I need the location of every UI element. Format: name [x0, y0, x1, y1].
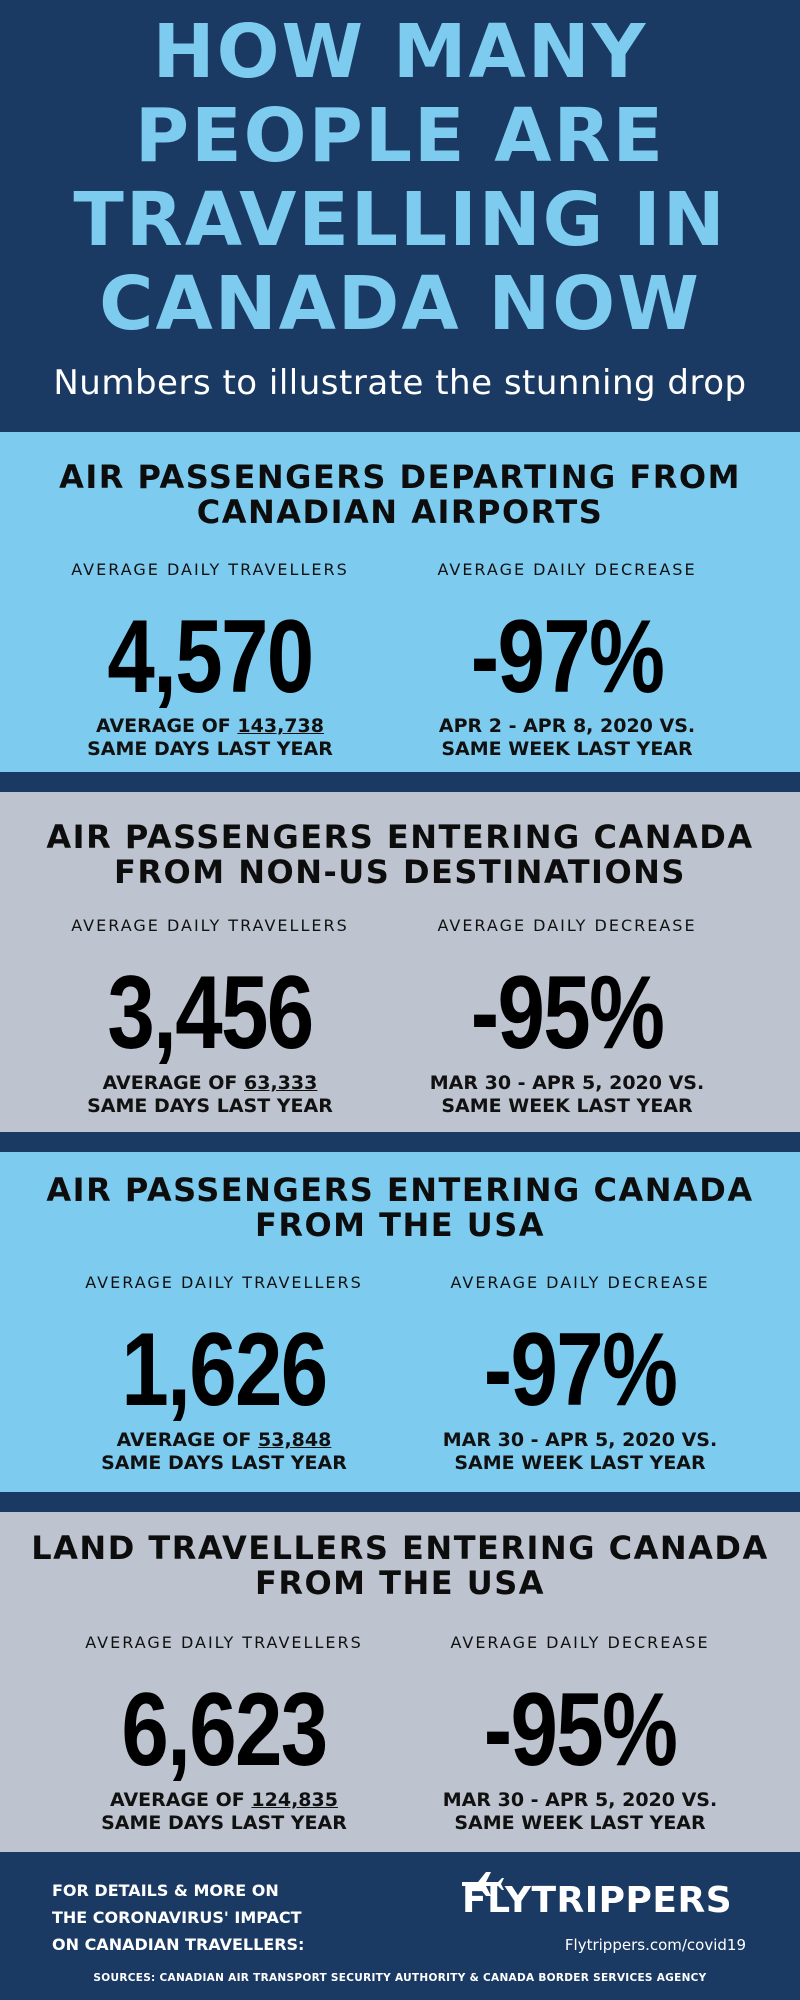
date-range-note: MAR 30 - APR 5, 2020 VS. — [429, 1072, 705, 1094]
sources-note: SOURCES: CANADIAN AIR TRANSPORT SECURITY AUTHORITY & CANADA BORDER SERVICES AGENCY — [93, 1972, 707, 1984]
last-year-average: 53,848 — [258, 1429, 332, 1451]
decrease-value: -97% — [483, 1312, 677, 1428]
section-land-entering-usa — [0, 1512, 800, 1852]
section-air-departing — [0, 432, 800, 772]
date-range-note-line2: SAME WEEK LAST YEAR — [441, 1095, 693, 1117]
left-label: AVERAGE DAILY TRAVELLERS — [71, 916, 349, 935]
section-title-line-2: FROM NON-US DESTINATIONS — [114, 853, 686, 891]
section-title-line-2: FROM THE USA — [254, 1564, 546, 1602]
right-label: AVERAGE DAILY DECREASE — [437, 560, 697, 579]
decrease-value: -95% — [470, 955, 664, 1071]
section-air-entering-usa — [0, 1152, 800, 1492]
page-subtitle: Numbers to illustrate the stunning drop — [53, 363, 747, 403]
page-title-line-4: CANADA NOW — [99, 261, 701, 347]
date-range-note: MAR 30 - APR 5, 2020 VS. — [442, 1429, 718, 1451]
travellers-value: 6,623 — [121, 1672, 327, 1788]
page-title-line-1: HOW MANY — [152, 9, 648, 95]
footer-cta-line-2: THE CORONAVIRUS' IMPACT — [52, 1908, 302, 1927]
right-label: AVERAGE DAILY DECREASE — [437, 916, 697, 935]
left-label: AVERAGE DAILY TRAVELLERS — [71, 560, 349, 579]
last-year-note-line2: SAME DAYS LAST YEAR — [101, 1452, 347, 1474]
right-label: AVERAGE DAILY DECREASE — [450, 1273, 710, 1292]
last-year-note — [20, 1072, 400, 1095]
page-title-line-2: PEOPLE ARE — [134, 93, 666, 179]
section-air-entering-non-us — [0, 792, 800, 1132]
header — [0, 0, 800, 432]
footer-cta — [52, 1877, 372, 1958]
decrease-value: -95% — [483, 1672, 677, 1788]
last-year-note — [20, 715, 400, 738]
section-title-line-1: LAND TRAVELLERS ENTERING CANADA — [31, 1529, 769, 1567]
date-range-note: APR 2 - APR 8, 2020 VS. — [438, 715, 696, 737]
note-prefix: AVERAGE OF — [116, 1429, 259, 1451]
last-year-average: 143,738 — [237, 715, 324, 737]
last-year-average: 63,333 — [244, 1072, 318, 1094]
brand-url-link[interactable]: Flytrippers.com/covid19 — [564, 1936, 746, 1954]
travellers-value: 3,456 — [107, 955, 313, 1071]
left-label: AVERAGE DAILY TRAVELLERS — [85, 1273, 363, 1292]
decrease-value: -97% — [470, 599, 664, 715]
section-title-line-1: AIR PASSENGERS DEPARTING FROM — [59, 458, 741, 496]
last-year-note-line2: SAME DAYS LAST YEAR — [87, 1095, 333, 1117]
footer-cta-line-1: FOR DETAILS & MORE ON — [52, 1881, 279, 1900]
date-range-note-line2: SAME WEEK LAST YEAR — [454, 1812, 706, 1834]
travellers-value: 1,626 — [121, 1312, 327, 1428]
note-prefix: AVERAGE OF — [96, 715, 238, 737]
page-title-line-3: TRAVELLING IN — [73, 177, 727, 263]
last-year-average: 124,835 — [251, 1789, 338, 1811]
footer-cta-line-3: ON CANADIAN TRAVELLERS: — [52, 1935, 305, 1954]
last-year-note-line2: SAME DAYS LAST YEAR — [87, 738, 333, 760]
section-title-line-1: AIR PASSENGERS ENTERING CANADA — [46, 818, 754, 856]
last-year-note-line2: SAME DAYS LAST YEAR — [101, 1812, 347, 1834]
last-year-note — [34, 1789, 414, 1812]
footer — [0, 1852, 800, 2000]
date-range-note-line2: SAME WEEK LAST YEAR — [441, 738, 693, 760]
date-range-note-line2: SAME WEEK LAST YEAR — [454, 1452, 706, 1474]
section-title-line-2: CANADIAN AIRPORTS — [196, 493, 604, 531]
section-title-line-1: AIR PASSENGERS ENTERING CANADA — [46, 1171, 754, 1209]
last-year-note — [34, 1429, 414, 1452]
section-title-line-2: FROM THE USA — [254, 1206, 546, 1244]
note-prefix: AVERAGE OF — [110, 1789, 252, 1811]
note-prefix: AVERAGE OF — [102, 1072, 245, 1094]
date-range-note: MAR 30 - APR 5, 2020 VS. — [442, 1789, 718, 1811]
brand-name: FLYTRIPPERS — [462, 1880, 733, 1921]
right-label: AVERAGE DAILY DECREASE — [450, 1633, 710, 1652]
left-label: AVERAGE DAILY TRAVELLERS — [85, 1633, 363, 1652]
travellers-value: 4,570 — [107, 599, 313, 715]
brand-logo[interactable] — [462, 1874, 752, 1930]
